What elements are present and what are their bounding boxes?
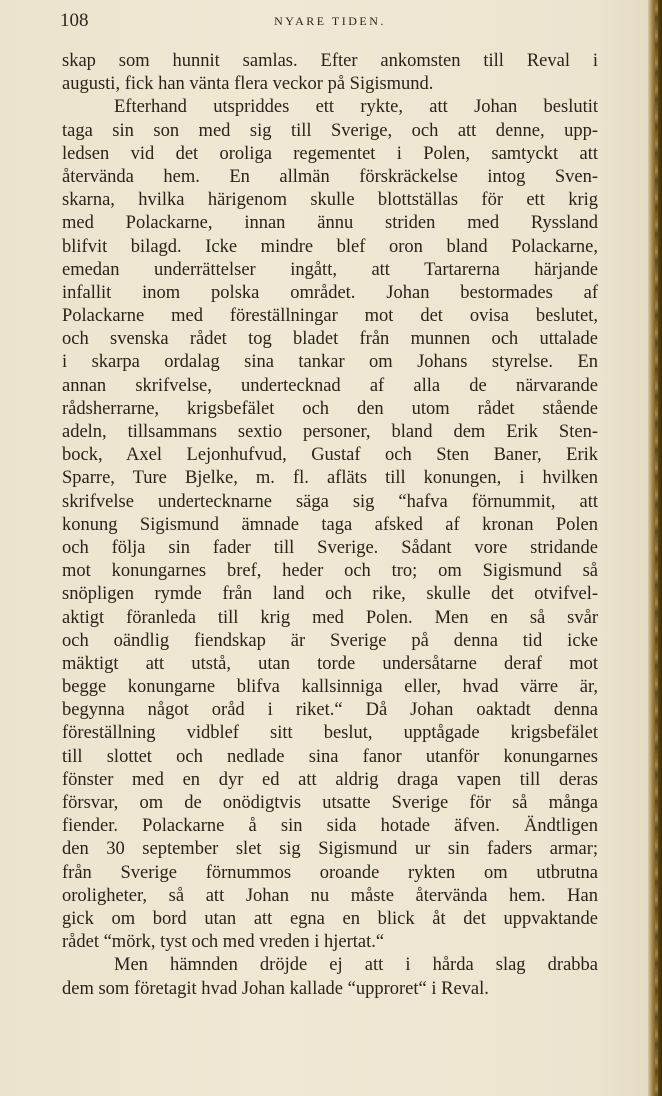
text-line: och följa sin fader till Sverige. Sådant vore stridande (62, 537, 598, 558)
text-line: återvända hem. En allmän förskräckelse intog Sven- (62, 166, 598, 187)
text-line: mäktigt att utstå, utan torde undersåtarne deraf mot (62, 653, 598, 674)
text-line: och oändlig fiendskap är Sverige på denna tid icke (62, 630, 598, 651)
text-line: taga sin son med sig till Sverige, och att denne, upp- (62, 120, 598, 141)
text-line: Men hämnden dröjde ej att i hårda slag drabba (114, 955, 598, 976)
text-line: Polackarne med föreställningar mot det ovisa beslutet, (62, 306, 598, 327)
text-line: Sparre, Ture Bjelke, m. fl. afläts till konungen, i hvilken (62, 468, 598, 489)
text-line: skap som hunnit samlas. Efter ankomsten till Reval i (62, 51, 598, 71)
text-line: oroligheter, så att Johan nu måste återvända hem. Han (62, 885, 598, 906)
text-line: med Polackarne, innan ännu striden med Ryssland (62, 213, 598, 234)
text-line: ledsen vid det oroliga regementet i Polen, samtyckt att (62, 143, 598, 164)
text-line: annan skrifvelse, undertecknad af alla de närvarande (62, 375, 598, 396)
text-line: dem som företagit hvad Johan kallade “upproret“ i Reval. (62, 978, 489, 999)
text-line: till slottet och nedlade sina fanor utanför konungarnes (62, 746, 598, 767)
text-line: begge konungarne blifva kallsinniga eller, hvad värre är, (62, 677, 598, 698)
text-line: försvar, om de onödigtvis utsatte Sverige för så många (62, 793, 598, 813)
text-line: fönster med en dyr ed att aldrig draga vapen till deras (62, 769, 598, 790)
text-line: begynna något oråd i riket.“ Då Johan oaktadt denna (62, 700, 598, 721)
text-line: infallit inom polska området. Johan bestormades af (62, 282, 598, 303)
page-number: 108 (60, 10, 89, 31)
text-line: blifvit bilagd. Icke mindre blef oron bland Polackarne, (62, 236, 598, 257)
text-line: från Sverige förnummos oroande rykten om utbrutna (62, 862, 598, 883)
text-line: skarna, hvilka härigenom skulle blottställas för ett krig (62, 190, 598, 211)
text-line: augusti, fick han vänta flera veckor på Sigismund. (62, 74, 434, 95)
text-line: aktigt föranleda till krig med Polen. Men en så svår (62, 607, 598, 628)
text-line: den 30 september slet sig Sigismund ur sin faders armar; (62, 839, 598, 860)
text-line: föreställning vidblef sitt beslut, upptågade krigsbefälet (62, 723, 598, 744)
text-line: skrifvelse undertecknarne säga sig “hafva förnummit, att (62, 491, 598, 512)
text-line: mot konungarnes bref, heder och tro; om Sigismund så (62, 561, 598, 582)
body-text (62, 50, 598, 1001)
text-line: snöpligen rymde från land och rike, skulle det otvifvel- (62, 584, 598, 605)
text-line: i skarpa ordalag sina tankar om Johans styrelse. En (62, 352, 598, 373)
text-line: och svenska rådet tog bladet från munnen och uttalade (62, 329, 598, 350)
running-title: NYARE TIDEN. (274, 14, 386, 28)
text-line: gick om bord utan att egna en blick åt det uppvaktande (62, 908, 598, 929)
text-line: konung Sigismund ämnade taga afsked af kronan Polen (62, 514, 598, 535)
text-line: Efterhand utspriddes ett rykte, att Johan beslutit (114, 97, 598, 118)
text-line: adeln, tillsammans sextio personer, bland dem Erik Sten- (62, 422, 598, 442)
text-line: emedan underrättelser ingått, att Tartarerna härjande (62, 259, 598, 280)
text-line: fiender. Polackarne å sin sida hotade äfven. Ändtligen (62, 816, 598, 837)
text-line: rådet “mörk, tyst och med vreden i hjertat.“ (62, 932, 385, 953)
page-header (60, 8, 600, 34)
text-line: rådsherrarne, krigsbefälet och den utom rådet stående (62, 398, 598, 419)
book-spine-texture (655, 0, 658, 1096)
text-line: bock, Axel Lejonhufvud, Gustaf och Sten Baner, Erik (62, 445, 598, 466)
